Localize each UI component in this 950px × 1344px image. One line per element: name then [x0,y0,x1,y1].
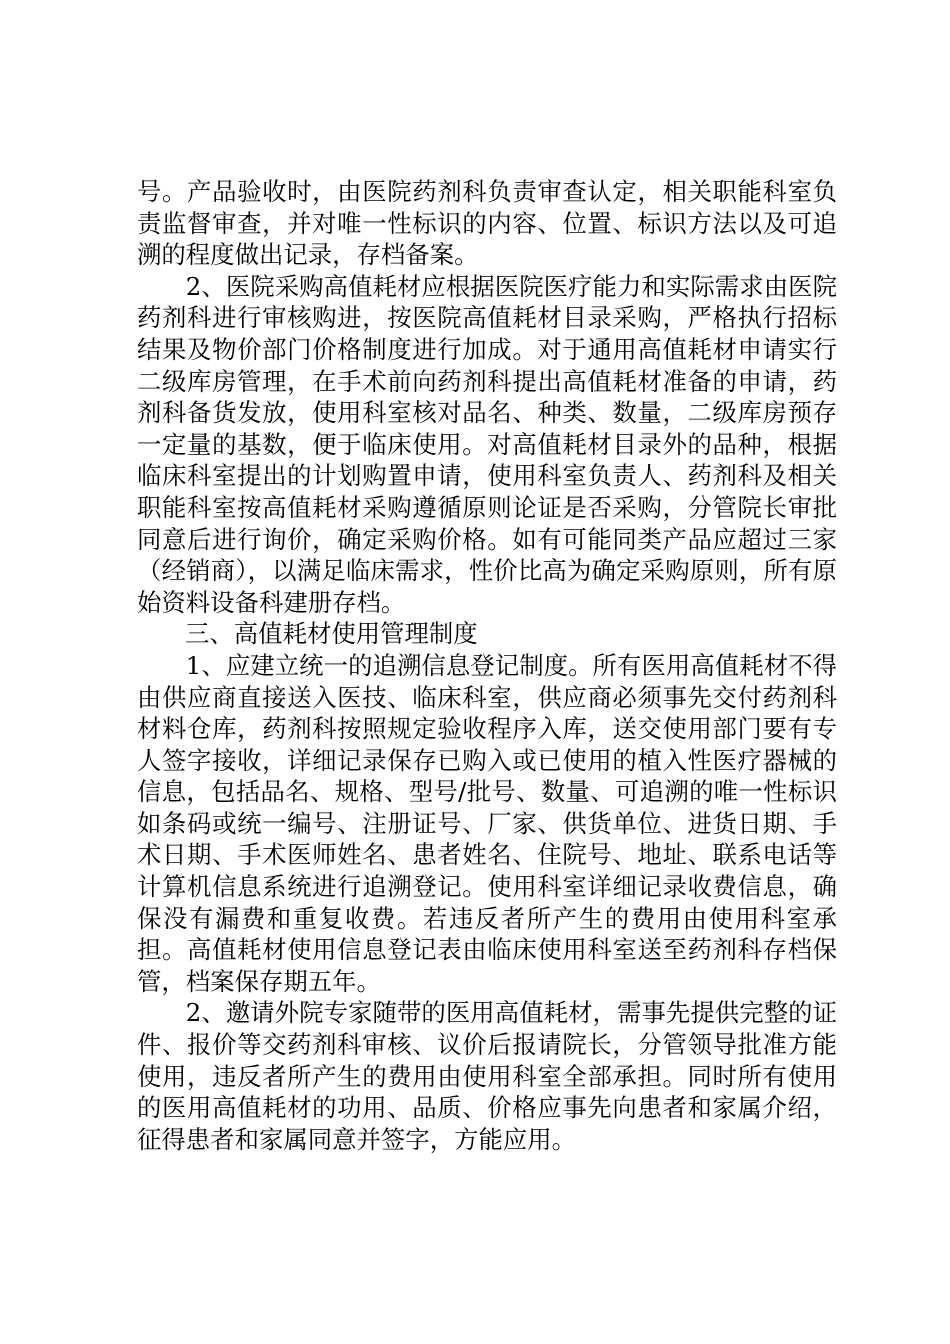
paragraph-external-expert-consumables: 2、邀请外院专家随带的医用高值耗材，需事先提供完整的证件、报价等交药剂科审核、议价后报请院长，分管领导批准方能使用，违反者所产生的费用由使用科室全部承担。同时所有使用的医用高值耗材的功用、品质、价格应事先向患者和家属介绍，征得患者和家属同意并签字，方能应用。 [137,998,837,1154]
document-body [137,176,837,1155]
paragraph-traceability-registration: 1、应建立统一的追溯信息登记制度。所有医用高值耗材不得由供应商直接送入医技、临床科室，供应商必须事先交付药剂科材料仓库，药剂科按照规定验收程序入库，送交使用部门要有专人签字接收，详细记录保存已购入或已使用的植入性医疗器械的信息，包括品名、规格、型号/批号、数量、可追溯的唯一性标识如条码或统一编号、注册证号、厂家、供货单位、进货日期、手术日期、手术医师姓名、患者姓名、住院号、地址、联系电话等计算机信息系统进行追溯登记。使用科室详细记录收费信息，确保没有漏费和重复收费。若违反者所产生的费用由使用科室承担。高值耗材使用信息登记表由临床使用科室送至药剂科存档保管，档案保存期五年。 [137,650,837,996]
paragraph-acceptance-continuation: 号。产品验收时，由医院药剂科负责审查认定，相关职能科室负责监督审查，并对唯一性标识的内容、位置、标识方法以及可追溯的程度做出记录，存档备案。 [137,177,837,270]
paragraph-procurement: 2、医院采购高值耗材应根据医院医疗能力和实际需求由医院药剂科进行审核购进，按医院高值耗材目录采购，严格执行招标结果及物价部门价格制度进行加成。对于通用高值耗材申请实行二级库房管理，在手术前向药剂科提出高值耗材准备的申请，药剂科备货发放，使用科室核对品名、种类、数量，二级库房预存一定量的基数，便于临床使用。对高值耗材目录外的品种，根据临床科室提出的计划购置申请，使用科室负责人、药剂科及相关职能科室按高值耗材采购遵循原则论证是否采购，分管院长审批同意后进行询价，确定采购价格。如有可能同类产品应超过三家（经销商），以满足临床需求，性价比高为确定采购原则，所有原始资料设备科建册存档。 [137,271,837,617]
section-heading-usage-management: 三、高值耗材使用管理制度 [185,619,478,649]
